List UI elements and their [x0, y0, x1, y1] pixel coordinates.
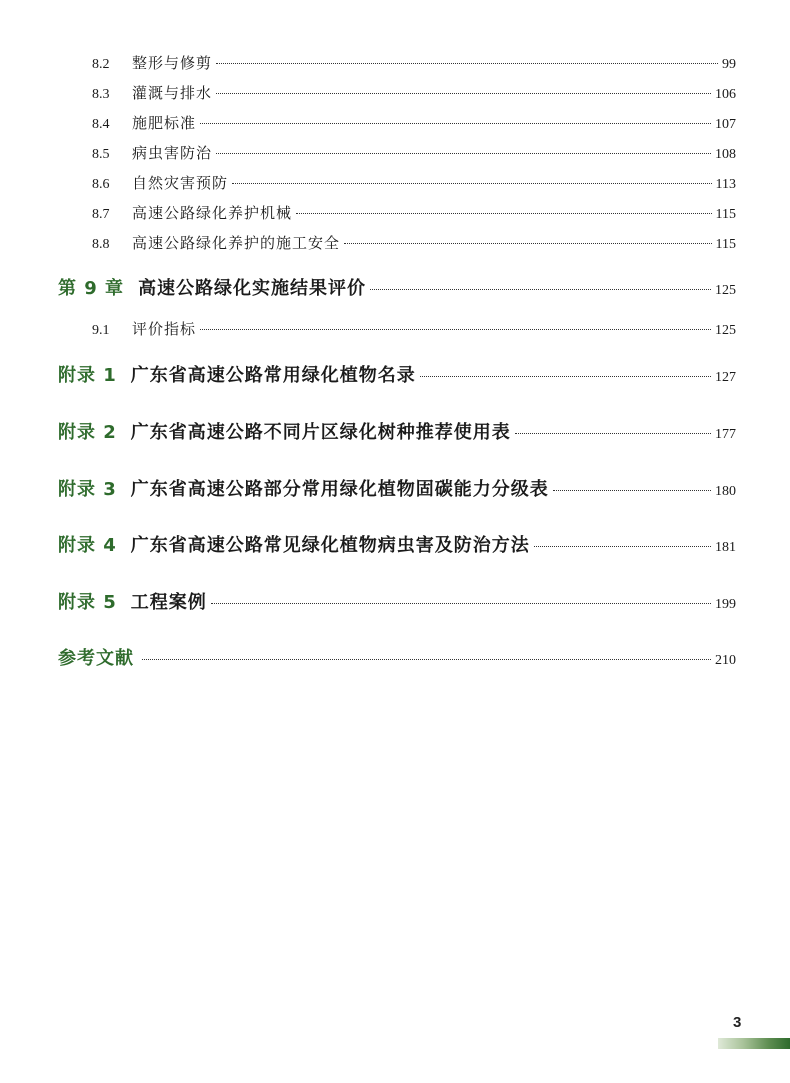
page-number: 107 — [715, 117, 736, 132]
chapter-title: 高速公路绿化实施结果评价 — [138, 278, 367, 299]
folio-page-number: 3 — [733, 1014, 742, 1031]
appendix-label: 附录 1 — [58, 365, 117, 386]
section-title: 灌溉与排水 — [132, 84, 213, 102]
section-number: 8.7 — [92, 207, 110, 222]
toc-appendix-4[interactable] — [58, 531, 736, 557]
dot-leader — [553, 490, 711, 491]
toc-entry-8-8[interactable] — [92, 232, 736, 253]
page-number: 106 — [715, 87, 736, 102]
toc-entry-8-2[interactable] — [92, 52, 736, 73]
section-number: 8.4 — [92, 117, 110, 132]
appendix-title: 广东省高速公路常见绿化植物病虫害及防治方法 — [130, 535, 530, 556]
page-number: 99 — [722, 57, 736, 72]
page-number: 108 — [715, 147, 736, 162]
dot-leader — [420, 376, 711, 377]
page-number: 125 — [715, 283, 736, 298]
section-number: 9.1 — [92, 323, 110, 338]
section-title: 高速公路绿化养护的施工安全 — [132, 234, 341, 252]
section-title: 评价指标 — [132, 320, 197, 338]
dot-leader — [216, 63, 718, 64]
dot-leader — [216, 93, 711, 94]
folio-gradient-bar — [718, 1038, 790, 1049]
toc-appendix-5[interactable] — [58, 588, 736, 614]
section-title: 高速公路绿化养护机械 — [132, 204, 293, 222]
page-number: 210 — [715, 653, 736, 668]
dot-leader — [211, 603, 711, 604]
section-title: 病虫害防治 — [132, 144, 213, 162]
section-number: 8.2 — [92, 57, 110, 72]
dot-leader — [515, 433, 711, 434]
dot-leader — [200, 329, 711, 330]
references-label: 参考文献 — [58, 648, 134, 669]
dot-leader — [142, 659, 711, 660]
page-number: 115 — [715, 237, 736, 252]
dot-leader — [370, 289, 711, 290]
dot-leader — [200, 123, 711, 124]
appendix-title: 广东省高速公路不同片区绿化树种推荐使用表 — [130, 422, 511, 443]
dot-leader — [344, 243, 712, 244]
dot-leader — [296, 213, 712, 214]
page-number: 125 — [715, 323, 736, 338]
toc-entry-8-4[interactable] — [92, 112, 736, 133]
page-number: 181 — [715, 540, 736, 555]
page-number: 113 — [715, 177, 736, 192]
dot-leader — [534, 546, 711, 547]
section-number: 8.5 — [92, 147, 110, 162]
appendix-title: 广东省高速公路常用绿化植物名录 — [130, 365, 416, 386]
section-title: 自然灾害预防 — [132, 174, 229, 192]
page-number: 115 — [715, 207, 736, 222]
section-title: 施肥标准 — [132, 114, 197, 132]
appendix-label: 附录 2 — [58, 422, 117, 443]
section-title: 整形与修剪 — [132, 54, 213, 72]
appendix-title: 工程案例 — [130, 592, 207, 613]
appendix-label: 附录 5 — [58, 592, 117, 613]
page-number: 127 — [715, 370, 736, 385]
page-number: 180 — [715, 484, 736, 499]
dot-leader — [216, 153, 711, 154]
toc-chapter-9[interactable] — [58, 274, 736, 300]
section-number: 8.6 — [92, 177, 110, 192]
page-number: 199 — [715, 597, 736, 612]
appendix-label: 附录 4 — [58, 535, 117, 556]
toc-entry-9-1[interactable] — [92, 318, 736, 339]
toc-entry-8-3[interactable] — [92, 82, 736, 103]
toc-entry-8-7[interactable] — [92, 202, 736, 223]
toc-appendix-2[interactable] — [58, 418, 736, 444]
toc-appendix-3[interactable] — [58, 475, 736, 501]
toc-references[interactable] — [58, 644, 736, 670]
dot-leader — [232, 183, 712, 184]
page-number: 177 — [715, 427, 736, 442]
toc-appendix-1[interactable] — [58, 361, 736, 387]
chapter-label: 第 9 章 — [58, 278, 125, 299]
section-number: 8.3 — [92, 87, 110, 102]
section-number: 8.8 — [92, 237, 110, 252]
toc-entry-8-6[interactable] — [92, 172, 736, 193]
appendix-label: 附录 3 — [58, 479, 117, 500]
appendix-title: 广东省高速公路部分常用绿化植物固碳能力分级表 — [130, 479, 549, 500]
toc-entry-8-5[interactable] — [92, 142, 736, 163]
